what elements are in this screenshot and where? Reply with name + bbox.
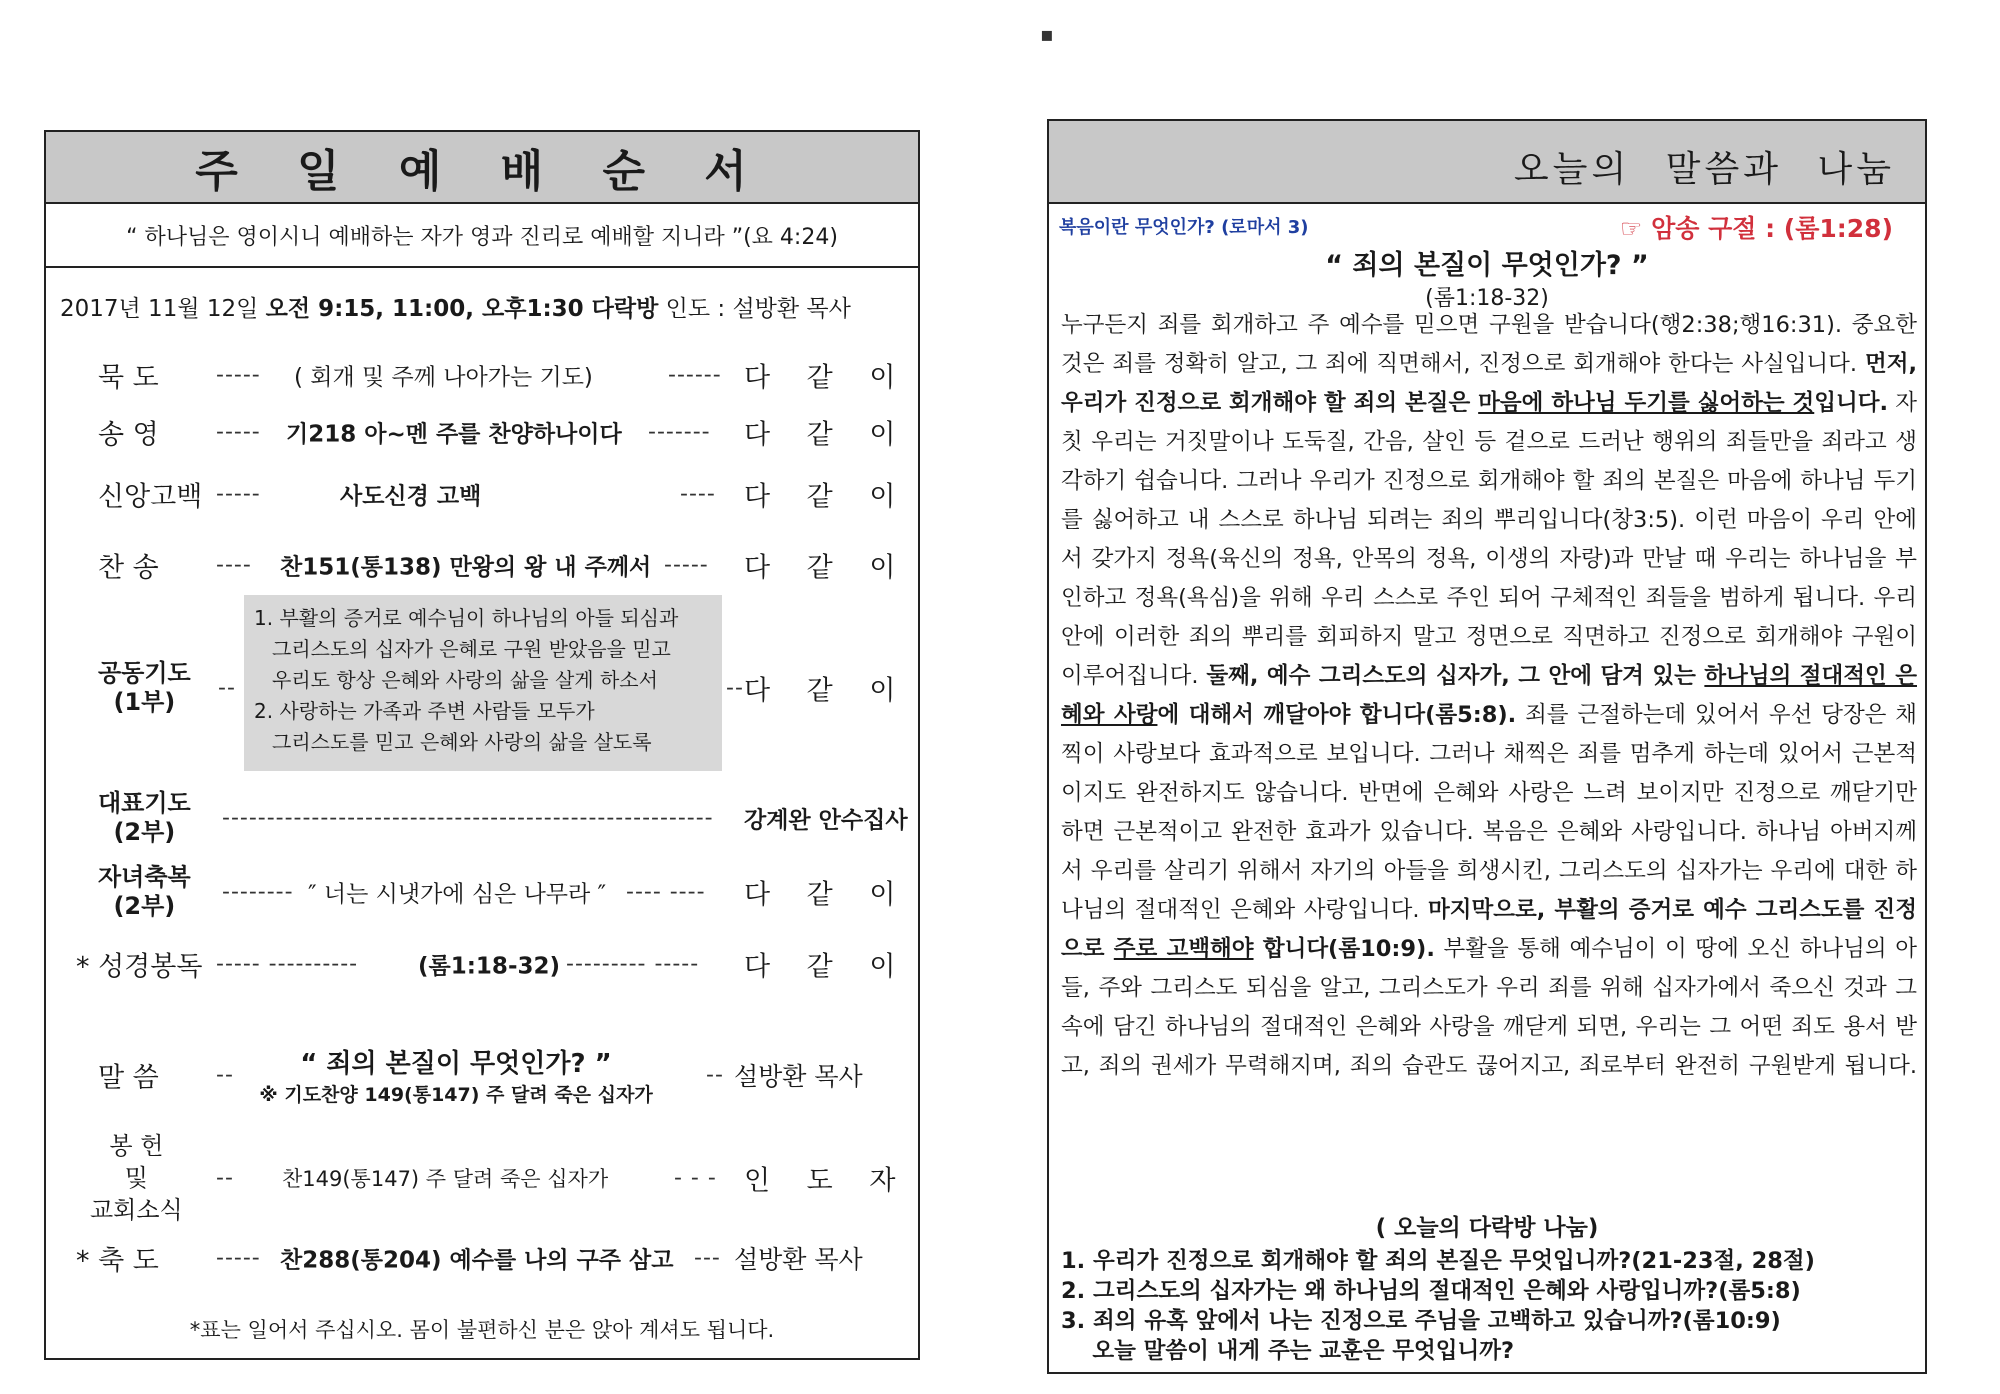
row-dash: ---- ---- bbox=[626, 879, 706, 905]
row-label-line: 봉 헌 bbox=[109, 1132, 164, 1160]
discussion-title: ( 오늘의 다락방 나눔) bbox=[1375, 1215, 1599, 1241]
row-label: 신앙고백 bbox=[98, 481, 203, 513]
row-label: * 축 도 bbox=[76, 1245, 159, 1277]
body-emphasis: 먼저, 우리가 진정으로 회개해야 할 죄의 본질은 bbox=[1061, 351, 1917, 416]
sermon-prayer-hymn: ※ 기도찬양 149(통147) 주 달려 죽은 십자가 bbox=[259, 1084, 653, 1106]
order-row-rep-prayer bbox=[46, 788, 918, 848]
row-dash: ------ bbox=[668, 362, 722, 388]
row-dash: -- bbox=[216, 1165, 234, 1191]
body-underline: 하나님의 절대적인 은혜와 사랑 bbox=[1061, 663, 1917, 728]
scan-mark: ▪ bbox=[1040, 22, 1054, 46]
body-underline: 주로 고백해야 bbox=[1113, 936, 1254, 962]
order-row-doxology bbox=[46, 407, 918, 457]
service-times: 오전 9:15, 11:00, 오후1:30 다락방 bbox=[265, 296, 659, 322]
worship-order-title: 주 일 예 배 순 서 bbox=[195, 146, 769, 197]
prayer-line: 그리스도의 십자가 은혜로 구원 받았음을 믿고 bbox=[272, 637, 671, 661]
row-dash: ---- bbox=[216, 552, 252, 578]
row-who: 인 도 자 bbox=[744, 1165, 910, 1197]
row-who: 설방환 목사 bbox=[734, 1062, 863, 1091]
row-dash: -- bbox=[216, 1062, 234, 1088]
row-label-line: (2부) bbox=[113, 892, 176, 920]
body-emphasis: 합니다(롬10:9). bbox=[1253, 936, 1435, 962]
theme-verse: “ 하나님은 영이시니 예배하는 자가 영과 진리로 예배할 지니라 ”(요 4:24) bbox=[46, 204, 918, 268]
order-row-reading bbox=[46, 939, 918, 989]
row-content: 기218 아~멘 주를 찬양하나이다 bbox=[286, 421, 622, 448]
row-dash: ----- bbox=[216, 419, 261, 445]
order-row-creed bbox=[46, 469, 918, 519]
series-label: 복음이란 무엇인가? (로마서 3) bbox=[1059, 217, 1309, 238]
row-content: (롬1:18-32) bbox=[418, 953, 561, 980]
order-row-hymn bbox=[46, 540, 918, 590]
row-label-line: 공동기도 bbox=[98, 659, 191, 688]
row-dash: --- bbox=[694, 1245, 721, 1271]
body-text: 누구든지 죄를 회개하고 주 예수를 믿으면 구원을 받습니다(행2:38;행16:31). 중요한 것은 죄를 정확히 알고, 그 죄에 직면해서, 진정으로 회개해야 한다는 사실입니다. bbox=[1061, 312, 1917, 377]
row-dash: ------------------------------------------------------- bbox=[222, 805, 714, 831]
row-dash: ----- bbox=[216, 481, 261, 507]
discussion-question: 오늘 말씀이 내게 주는 교훈은 무엇입니까? bbox=[1061, 1338, 1515, 1364]
common-prayer-box bbox=[244, 595, 722, 771]
discussion-question: 3. 죄의 유혹 앞에서 나는 진정으로 주님을 고백하고 있습니까?(롬10:9) bbox=[1061, 1308, 1781, 1334]
service-date: 2017년 11월 12일 bbox=[60, 296, 259, 322]
body-emphasis: 입니다. bbox=[1814, 390, 1889, 416]
row-dash: --------- ----- bbox=[566, 951, 700, 977]
row-content: 찬149(통147) 주 달려 죽은 십자가 bbox=[282, 1167, 609, 1191]
row-dash: ---- bbox=[680, 481, 716, 507]
body-text: 죄를 근절하는데 있어서 우선 당장은 채찍이 사랑보다 효과적으로 보입니다. 그러나 채찍은 죄를 멈추게 하는데 있어서 근본적이지도 완전하지도 않습니다. 반면에 은혜와 사랑은 느려 보이지만 진정으로 깨닫기만 하면 근본적이고 완전한 효과가 있습니다. 복음은 은혜와 사랑입니다. 하나님 아버지께서 우리를 살리기 위해서 자기의 아들을 희생시킨, 그리스도의 십자가는 우리에 대한 하나님의 절대적인 은혜와 사랑입니다. bbox=[1061, 702, 1917, 923]
order-row-benediction bbox=[46, 1233, 918, 1283]
row-label: 말 씀 bbox=[98, 1062, 159, 1094]
row-label: 송 영 bbox=[98, 419, 159, 451]
row-who: 다 같 이 bbox=[744, 419, 910, 451]
row-label bbox=[98, 863, 191, 921]
row-dash: ----- bbox=[216, 362, 261, 388]
prayer-line: 우리도 항상 은혜와 사랑의 삶을 살게 하소서 bbox=[272, 668, 658, 692]
order-row-child-blessing bbox=[46, 862, 918, 922]
row-who: 다 같 이 bbox=[744, 675, 910, 707]
body-emphasis: 마지막으로, 부활의 증거로 예수 그리스도를 진정으로 bbox=[1061, 897, 1917, 962]
order-row-silent-prayer bbox=[46, 350, 918, 400]
row-label-line: 자녀축복 bbox=[98, 863, 191, 892]
row-label-line: (1부) bbox=[113, 688, 176, 716]
row-dash: -------- bbox=[222, 879, 294, 905]
row-dash: -- bbox=[218, 675, 236, 701]
body-text: 자칫 우리는 거짓말이나 도둑질, 간음, 살인 등 겉으로 드러난 행위의 죄들만을 죄라고 생각하기 쉽습니다. 그러나 우리가 진정으로 회개해야 할 죄의 본질은 마음에 하나님 두기를 싫어하고 내 스스로 하나님 되려는 죄의 뿌리입니다(창3:5). 이런 마음이 우리 안에서 갖가지 정욕(육신의 정욕, 안목의 정욕, 이생의 자랑)과 만날 때 우리는 하나님을 부인하고 정욕(욕심)을 위해 우리 스스로 주인 되어 구체적인 죄들을 범하게 됩니다. 우리 안에 이러한 죄의 뿌리를 회피하지 말고 정면으로 직면하고 진정으로 회개해야 구원이 이루어집니다. bbox=[1061, 390, 1918, 689]
row-who: 다 같 이 bbox=[744, 481, 910, 513]
row-label-line: 대표기도 bbox=[98, 789, 191, 818]
order-row-offering bbox=[46, 1128, 918, 1228]
row-content: 사도신경 고백 bbox=[340, 483, 482, 510]
article-reference: (롬1:18-32) bbox=[1425, 286, 1549, 311]
discussion-question: 2. 그리스도의 십자가는 왜 하나님의 절대적인 은혜와 사랑입니까?(롬5:8) bbox=[1061, 1278, 1801, 1304]
todays-word-panel bbox=[1047, 119, 1927, 1374]
row-label-line: 교회소식 bbox=[90, 1196, 183, 1224]
worship-order-panel bbox=[44, 130, 920, 1360]
standing-footnote: *표는 일어서 주십시오. 몸이 불편하신 분은 앉아 계셔도 됩니다. bbox=[189, 1318, 775, 1342]
row-content: ( 회개 및 주께 나아가는 기도) bbox=[294, 364, 593, 391]
row-label-line: 및 bbox=[124, 1164, 148, 1192]
row-dash: -- bbox=[726, 675, 744, 701]
body-emphasis: 둘째, 예수 그리스도의 십자가, 그 안에 담겨 있는 bbox=[1206, 663, 1705, 689]
row-dash: ----- bbox=[664, 552, 709, 578]
sermon-title: “ 죄의 본질이 무엇인가? ” bbox=[300, 1049, 612, 1079]
sermon-block bbox=[246, 1043, 666, 1107]
memory-verse: ☞ 암송 구절 : (롬1:28) bbox=[1619, 214, 1893, 243]
row-dash: ------- bbox=[648, 419, 711, 445]
order-row-sermon bbox=[46, 1040, 918, 1110]
prayer-line: 그리스도를 믿고 은혜와 사랑의 삶을 살도록 bbox=[272, 730, 652, 754]
prayer-line: 1. 부활의 증거로 예수님이 하나님의 아들 되심과 bbox=[254, 606, 679, 630]
row-label bbox=[98, 789, 191, 847]
prayer-line: 2. 사랑하는 가족과 주변 사람들 모두가 bbox=[254, 699, 595, 723]
row-who: 다 같 이 bbox=[744, 552, 910, 584]
row-label bbox=[90, 1130, 183, 1226]
todays-word-title: 오늘의 말씀과 나눔 bbox=[1513, 149, 1895, 190]
row-content: 찬151(통138) 만왕의 왕 내 주께서 bbox=[280, 554, 652, 581]
row-label: 찬 송 bbox=[98, 552, 159, 584]
row-who: 다 같 이 bbox=[744, 951, 910, 983]
body-underline: 마음에 하나님 두기를 싫어하는 것 bbox=[1478, 390, 1815, 416]
row-label: 묵 도 bbox=[98, 362, 159, 394]
worship-order-header bbox=[46, 132, 918, 204]
row-dash: -- bbox=[706, 1062, 724, 1088]
row-who: 다 같 이 bbox=[744, 362, 910, 394]
service-leader: 인도 : 설방환 목사 bbox=[665, 296, 851, 322]
row-label: * 성경봉독 bbox=[76, 951, 203, 983]
service-dateline bbox=[60, 290, 851, 323]
article-title: “ 죄의 본질이 무엇인가? ” bbox=[1325, 250, 1649, 281]
article-body bbox=[1061, 306, 1917, 1086]
body-emphasis: 에 대해서 깨달아야 합니다(롬5:8). bbox=[1157, 702, 1517, 728]
row-content: 찬288(통204) 예수를 나의 구주 삼고 bbox=[280, 1247, 674, 1274]
todays-word-header bbox=[1049, 121, 1925, 204]
row-content: ″ 너는 시냇가에 심은 나무라 ″ bbox=[308, 881, 607, 908]
body-text: 부활을 통해 예수님이 이 땅에 오신 하나님의 아들, 주와 그리스도 되심을 알고, 그리스도가 우리 죄를 위해 십자가에서 죽으신 것과 그 속에 담긴 하나님의 절대적인 은혜와 사랑을 깨닫게 되면, 우리는 그 어떤 죄도 용서 받고, 죄의 권세가 무력해지며, 죄의 습관도 끊어지고, 죄로부터 완전히 구원받게 됩니다. bbox=[1061, 936, 1917, 1079]
row-who: 강계완 안수집사 bbox=[744, 807, 908, 834]
row-label-line: (2부) bbox=[113, 818, 176, 846]
row-dash: ----- ---------- bbox=[216, 951, 359, 977]
row-dash: - - - bbox=[674, 1165, 717, 1191]
row-dash: ----- bbox=[216, 1245, 261, 1271]
discussion-question: 1. 우리가 진정으로 회개해야 할 죄의 본질은 무엇입니까?(21-23절, 28절) bbox=[1061, 1248, 1815, 1274]
row-who: 설방환 목사 bbox=[734, 1245, 863, 1274]
row-label bbox=[98, 659, 191, 717]
row-who: 다 같 이 bbox=[744, 879, 910, 911]
